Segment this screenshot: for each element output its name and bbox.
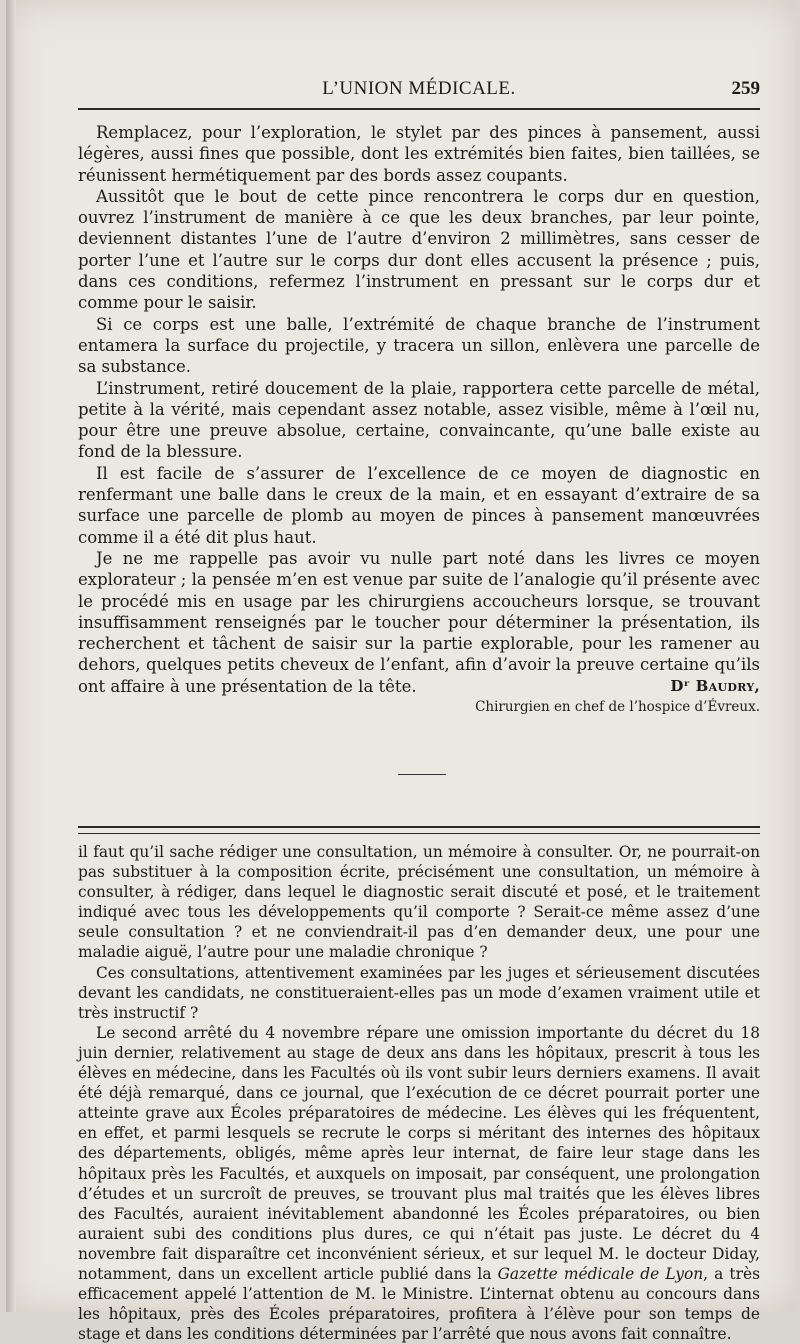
paragraph-text: , a très efficacement appelé l’attention de M. le Ministre. L’internat obtenu au concours dans les hôpitaux, près des Écoles préparatoires, profitera à l’élève pour son temps de stage et dans les conditions déterminées par l’arrêté que nous avons fait connaître. (78, 1264, 760, 1344)
header-rule (78, 108, 760, 110)
paragraph: Si ce corps est une balle, l’extrémité de chaque branche de l’instrument entamera la surface du projectile, y tracera un sillon, enlèvera une parcelle de sa substance. (78, 314, 760, 377)
paragraph: Je ne me rappelle pas avoir vu nulle part noté dans les livres ce moyen explorateur ; la pensée m’en est venue par suite de l’analogie qu’il présente avec le procédé mis en usage par les chirurgiens accoucheurs lorsque, se trouvant insuffisamment renseignés par le toucher pour déterminer la présentation, ils recherchent et tâchent de saisir sur la partie explorable, pour les ramener au dehors, quelques petits cheveux de l’enfant, afin d’avoir la preuve certaine qu’ils ont affaire à une présentation de la tête. (78, 548, 760, 696)
paragraph: il faut qu’il sache rédiger une consultation, un mémoire à consulter. Or, ne pourrait-on pas substituer à la composition écrite, précisément une consultation, un mémoire à consulter, à rédiger, dans lequel le diagnostic serait discuté et posé, et le traitement indiqué avec tous les développements qu’il comporte ? Serait-ce même assez d’une seule consultation ? et ne conviendrait-il pas d’en demander deux, une pour une maladie aiguë, l’autre pour une maladie chronique ? (78, 843, 760, 962)
section-separator (398, 774, 446, 775)
author-signature (78, 676, 760, 718)
page-header (78, 76, 760, 104)
paragraph: Ces consultations, attentivement examinées par les juges et sérieusement discutées devant les candidats, ne constitueraient-elles pas un mode d’examen vraiment utile et très instructif ? (78, 963, 760, 1022)
author-name: Dʳ Baudry, (670, 677, 760, 695)
feuilleton-rule (78, 826, 760, 834)
page-number: 259 (731, 78, 760, 99)
paragraph: L’instrument, retiré doucement de la plaie, rapportera cette parcelle de métal, petite à la vérité, mais cependant assez notable, assez visible, même à l’œil nu, pour être une preuve absolue, certaine, convaincante, qu’une balle existe au fond de la blessure. (78, 378, 760, 462)
upper-article (78, 122, 760, 697)
author-title: Chirurgien en chef de l’hospice d’Évreux. (475, 699, 760, 715)
lower-article (78, 842, 760, 1344)
paragraph: Remplacez, pour l’exploration, le stylet par des pinces à pansement, aussi légères, aussi fines que possible, dont les extrémités bien faites, bien taillées, se réunissent hermétiquement par des bords assez coupants. (78, 123, 760, 185)
paragraph: Il est facile de s’assurer de l’excellence de ce moyen de diagnostic en renfermant une balle dans le creux de la main, et en essayant d’extraire de sa surface une parcelle de plomb au moyen de pinces à pansement manœuvrées comme il a été dit plus haut. (78, 463, 760, 547)
paragraph (78, 1023, 760, 1344)
journal-title: Gazette médicale de Lyon (497, 1264, 704, 1283)
paragraph: Aussitôt que le bout de cette pince rencontrera le corps dur en question, ouvrez l’instrument de manière à ce que les deux branches, par leur pointe, deviennent distantes l’une de l’autre d’environ 2 millimètres, sans cesser de porter l’une et l’autre sur le corps dur dont elles accusent la présence ; puis, dans ces conditions, refermez l’instrument en pressant sur le corps dur et comme pour le saisir. (78, 186, 760, 313)
paragraph-text: Le second arrêté du 4 novembre répare une omission importante du décret du 18 juin dernier, relativement au stage de deux ans dans les hôpitaux, prescrit à tous les élèves en médecine, dans les Facultés où ils vont subir leurs derniers examens. Il avait été déjà remarqué, dans ce journal, que l’exécution de ce décret pourrait porter une atteinte grave aux Écoles préparatoires de médecine. Les élèves qui les fréquentent, en effet, et parmi lesquels se recrute le corps si méritant des internes des hôpitaux des départements, obligés, même après leur internat, de faire leur stage dans les hôpitaux près les Facultés, et auxquels on imposait, par conséquent, une prolongation d’études et un surcroît de preuves, se trouvant plus mal traités que les élèves libres des Facultés, auraient inévitablement abandonné les Écoles préparatoires, ou bien auraient subi des conditions plus dures, ce qui n’était pas juste. Le décret du 4 novembre fait disparaître cet inconvénient sérieux, et sur lequel M. le docteur Diday, notamment, dans un excellent article publié dans la (78, 1023, 760, 1283)
running-title: L’UNION MÉDICALE. (322, 78, 516, 99)
binding-gutter (6, 0, 16, 1312)
